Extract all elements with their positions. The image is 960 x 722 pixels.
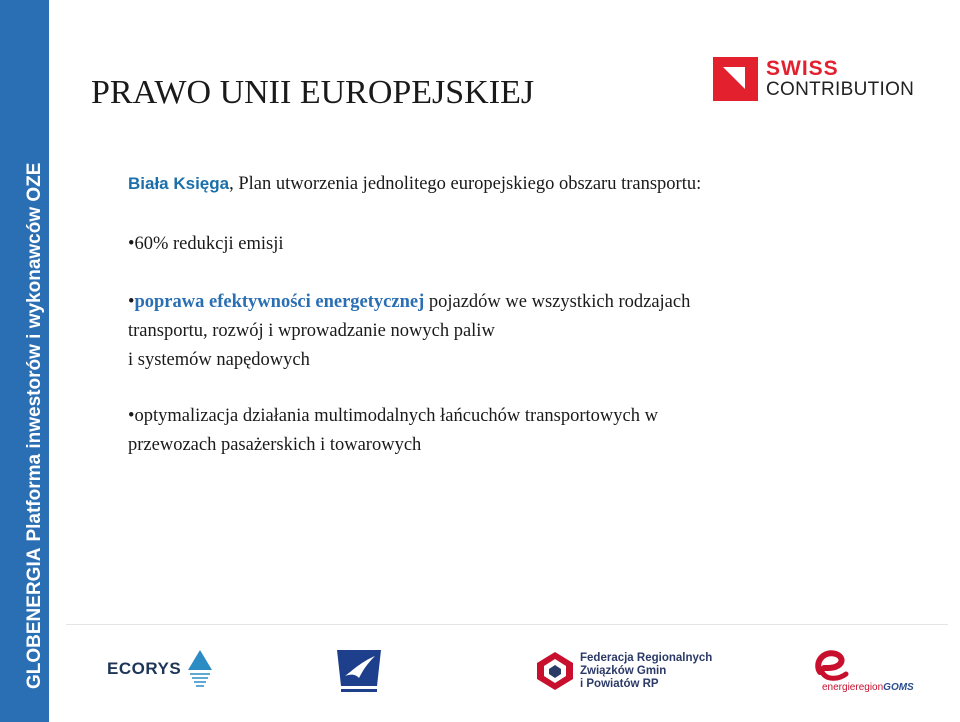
intro-paragraph bbox=[128, 171, 701, 197]
sidebar-label bbox=[24, 163, 46, 689]
swiss-contribution-logo bbox=[713, 56, 914, 102]
ecorys-logo bbox=[107, 648, 213, 690]
federacja-line1: Federacja Regionalnych bbox=[580, 651, 713, 664]
swiss-flag-icon bbox=[713, 57, 758, 101]
energieregion-e-icon bbox=[812, 648, 852, 684]
federacja-logo bbox=[536, 651, 712, 691]
energieregion-logo bbox=[812, 648, 914, 693]
ecorys-triangle-icon bbox=[187, 648, 213, 690]
footer-divider bbox=[66, 624, 948, 625]
energieregion-text: energieregion bbox=[822, 682, 884, 693]
intro-lead: Biała Księga bbox=[128, 174, 230, 193]
swiss-logo-line1: SWISS bbox=[766, 56, 839, 80]
sidebar-band bbox=[0, 0, 49, 722]
bullet-marker: • bbox=[128, 292, 135, 312]
bullet-multimodal bbox=[128, 402, 658, 460]
bullet-multimodal-line2: przewozach pasażerskich i towarowych bbox=[128, 435, 422, 455]
bullet-efficiency-line2: transportu, rozwój i wprowadzanie nowych paliw bbox=[128, 321, 495, 341]
slide-title: PRAWO UNII EUROPEJSKIEJ bbox=[91, 74, 535, 111]
goms-text: GOMS bbox=[883, 682, 914, 693]
bullet-highlight: poprawa efektywności energetycznej bbox=[134, 292, 425, 312]
sidebar-brand: GLOBENERGIA bbox=[24, 547, 45, 689]
bird-emblem-icon bbox=[333, 648, 385, 694]
federacja-emblem-icon bbox=[536, 651, 574, 691]
bullet-efficiency-line3: i systemów napędowych bbox=[128, 350, 310, 370]
intro-rest: , Plan utworzenia jednolitego europejskiego obszaru transportu: bbox=[229, 174, 702, 194]
bullet-emissions: •60% redukcji emisji bbox=[128, 234, 284, 254]
bullet-efficiency-line1: pojazdów we wszystkich rodzajach bbox=[424, 292, 691, 312]
sidebar-subtitle: Platforma inwestorów i wykonawców OZE bbox=[24, 162, 45, 542]
swiss-logo-line2: CONTRIBUTION bbox=[766, 78, 915, 100]
bullet-multimodal-line1: •optymalizacja działania multimodalnych łańcuchów transportowych w bbox=[128, 406, 658, 426]
federacja-line2: Związków Gmin bbox=[580, 664, 667, 677]
bullet-efficiency bbox=[128, 288, 690, 375]
federacja-line3: i Powiatów RP bbox=[580, 677, 659, 690]
ecorys-wordmark: ECORYS bbox=[107, 659, 182, 678]
